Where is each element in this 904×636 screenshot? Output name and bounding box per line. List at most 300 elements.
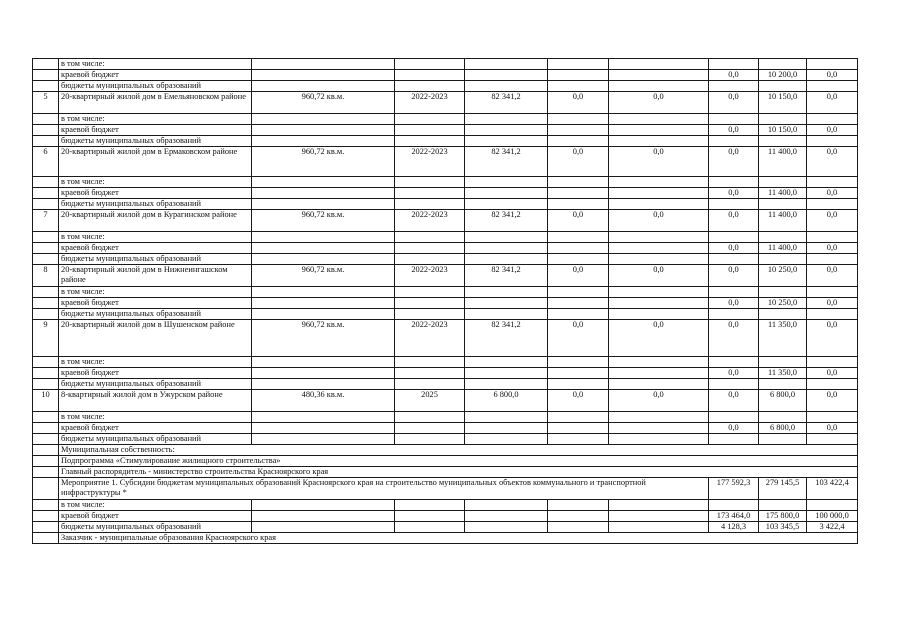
row-number — [33, 287, 59, 298]
value-cell: 0,0 — [548, 147, 609, 177]
year3-value — [807, 287, 858, 298]
value-cell: 0,0 — [548, 92, 609, 114]
object-capacity: 480,36 кв.м. — [252, 390, 395, 412]
value-cell: 0,0 — [609, 147, 709, 177]
value-cell: 0,0 — [609, 265, 709, 287]
estimated-cost: 82 341,2 — [465, 147, 548, 177]
empty-cell — [548, 81, 609, 92]
including-label: в том числе: — [59, 177, 252, 188]
year2-value — [759, 434, 807, 445]
empty-cell — [465, 188, 548, 199]
year2-value: 11 400,0 — [759, 210, 807, 232]
construction-period: 2022-2023 — [395, 147, 465, 177]
subtotal-label-row — [33, 500, 858, 511]
object-capacity: 960,72 кв.м. — [252, 320, 395, 357]
empty-cell — [252, 511, 395, 522]
section-row — [33, 533, 858, 544]
year2-value — [759, 232, 807, 243]
empty-cell — [395, 188, 465, 199]
empty-cell — [395, 125, 465, 136]
empty-cell — [252, 232, 395, 243]
empty-cell — [252, 434, 395, 445]
empty-cell — [465, 379, 548, 390]
empty-cell — [395, 114, 465, 125]
value-cell: 0,0 — [609, 92, 709, 114]
empty-cell — [548, 287, 609, 298]
object-row — [33, 210, 858, 232]
year1-value — [709, 500, 759, 511]
row-number — [33, 125, 59, 136]
object-row — [33, 147, 858, 177]
row-number: 5 — [33, 92, 59, 114]
empty-cell — [465, 114, 548, 125]
year3-value: 0,0 — [807, 320, 858, 357]
including-label: в том числе: — [59, 114, 252, 125]
year2-value: 6 800,0 — [759, 423, 807, 434]
empty-cell — [395, 177, 465, 188]
empty-cell — [252, 177, 395, 188]
subtotal-label-row — [33, 114, 858, 125]
funding-source-name: краевой бюджет — [59, 368, 252, 379]
year3-value — [807, 412, 858, 423]
empty-cell — [395, 243, 465, 254]
year3-value: 3 422,4 — [807, 522, 858, 533]
row-number — [33, 478, 59, 500]
empty-cell — [548, 254, 609, 265]
empty-cell — [609, 423, 709, 434]
year2-value: 10 250,0 — [759, 298, 807, 309]
section-row — [33, 445, 858, 456]
year2-value: 11 350,0 — [759, 368, 807, 379]
year1-value: 0,0 — [709, 188, 759, 199]
year3-value — [807, 379, 858, 390]
including-label: в том числе: — [59, 232, 252, 243]
funding-source-row — [33, 70, 858, 81]
budget-table — [32, 58, 858, 544]
empty-cell — [252, 243, 395, 254]
year3-value — [807, 199, 858, 210]
year3-value: 0,0 — [807, 368, 858, 379]
empty-cell — [465, 522, 548, 533]
year1-value: 0,0 — [709, 92, 759, 114]
empty-cell — [465, 81, 548, 92]
funding-source-row — [33, 368, 858, 379]
empty-cell — [548, 298, 609, 309]
subtotal-label-row — [33, 59, 858, 70]
year2-value: 11 400,0 — [759, 188, 807, 199]
year1-value — [709, 357, 759, 368]
estimated-cost: 82 341,2 — [465, 210, 548, 232]
subtotal-label-row — [33, 232, 858, 243]
empty-cell — [609, 287, 709, 298]
empty-cell — [548, 412, 609, 423]
row-number — [33, 232, 59, 243]
empty-cell — [609, 309, 709, 320]
empty-cell — [252, 287, 395, 298]
funding-source-row — [33, 188, 858, 199]
section-row — [33, 467, 858, 478]
empty-cell — [252, 412, 395, 423]
empty-cell — [548, 522, 609, 533]
funding-source-row — [33, 522, 858, 533]
empty-cell — [465, 254, 548, 265]
empty-cell — [548, 309, 609, 320]
object-name: 20-квартирный жилой дом в Емельяновском районе — [59, 92, 252, 114]
row-number: 7 — [33, 210, 59, 232]
year3-value: 0,0 — [807, 298, 858, 309]
empty-cell — [395, 136, 465, 147]
empty-cell — [252, 81, 395, 92]
empty-cell — [395, 298, 465, 309]
row-number — [33, 81, 59, 92]
construction-period: 2022-2023 — [395, 320, 465, 357]
empty-cell — [609, 243, 709, 254]
row-number — [33, 298, 59, 309]
empty-cell — [609, 232, 709, 243]
empty-cell — [609, 177, 709, 188]
year3-value — [807, 309, 858, 320]
year1-value — [709, 254, 759, 265]
empty-cell — [609, 114, 709, 125]
funding-source-name: краевой бюджет — [59, 298, 252, 309]
year3-value: 0,0 — [807, 188, 858, 199]
empty-cell — [252, 254, 395, 265]
funding-source-name: бюджеты муниципальных образований — [59, 309, 252, 320]
row-number — [33, 114, 59, 125]
year3-value — [807, 177, 858, 188]
funding-source-name: краевой бюджет — [59, 423, 252, 434]
empty-cell — [609, 522, 709, 533]
measure-title: Мероприятие 1. Субсидии бюджетам муниципальных образований Красноярского края на строительство муниципальных объектов коммунального и транспортной инфраструктуры * — [59, 478, 709, 500]
year1-value: 173 464,0 — [709, 511, 759, 522]
row-number — [33, 357, 59, 368]
row-number — [33, 177, 59, 188]
year1-value — [709, 379, 759, 390]
year2-value: 175 800,0 — [759, 511, 807, 522]
year3-value: 0,0 — [807, 70, 858, 81]
empty-cell — [609, 199, 709, 210]
empty-cell — [548, 199, 609, 210]
empty-cell — [252, 309, 395, 320]
including-label: в том числе: — [59, 357, 252, 368]
row-number — [33, 456, 59, 467]
year1-value — [709, 59, 759, 70]
row-number — [33, 243, 59, 254]
year3-value: 0,0 — [807, 423, 858, 434]
empty-cell — [252, 522, 395, 533]
funding-source-row — [33, 136, 858, 147]
empty-cell — [252, 199, 395, 210]
year1-value — [709, 287, 759, 298]
year1-value: 0,0 — [709, 390, 759, 412]
empty-cell — [395, 254, 465, 265]
empty-cell — [548, 136, 609, 147]
funding-source-name: бюджеты муниципальных образований — [59, 254, 252, 265]
empty-cell — [465, 412, 548, 423]
subtotal-label-row — [33, 177, 858, 188]
empty-cell — [465, 136, 548, 147]
funding-source-name: бюджеты муниципальных образований — [59, 379, 252, 390]
year2-value: 279 145,5 — [759, 478, 807, 500]
year3-value: 100 000,0 — [807, 511, 858, 522]
year1-value: 0,0 — [709, 423, 759, 434]
empty-cell — [252, 114, 395, 125]
empty-cell — [465, 357, 548, 368]
empty-cell — [548, 368, 609, 379]
section-row — [33, 456, 858, 467]
empty-cell — [609, 434, 709, 445]
year1-value: 0,0 — [709, 265, 759, 287]
empty-cell — [395, 379, 465, 390]
row-number — [33, 434, 59, 445]
funding-source-row — [33, 125, 858, 136]
row-number — [33, 533, 59, 544]
year2-value — [759, 287, 807, 298]
year2-value — [759, 357, 807, 368]
year1-value — [709, 136, 759, 147]
empty-cell — [252, 379, 395, 390]
including-label: в том числе: — [59, 59, 252, 70]
section-title: Подпрограмма «Стимулирование жилищного строительства» — [59, 456, 858, 467]
funding-source-row — [33, 309, 858, 320]
funding-source-name: бюджеты муниципальных образований — [59, 136, 252, 147]
value-cell: 0,0 — [548, 320, 609, 357]
empty-cell — [465, 511, 548, 522]
year1-value: 0,0 — [709, 210, 759, 232]
subtotal-label-row — [33, 287, 858, 298]
year2-value — [759, 177, 807, 188]
empty-cell — [465, 243, 548, 254]
row-number — [33, 188, 59, 199]
empty-cell — [395, 368, 465, 379]
row-number — [33, 500, 59, 511]
row-number — [33, 412, 59, 423]
empty-cell — [548, 357, 609, 368]
empty-cell — [465, 298, 548, 309]
row-number — [33, 423, 59, 434]
empty-cell — [609, 357, 709, 368]
row-number: 6 — [33, 147, 59, 177]
funding-source-name: бюджеты муниципальных образований — [59, 522, 252, 533]
funding-source-row — [33, 511, 858, 522]
empty-cell — [548, 125, 609, 136]
year2-value — [759, 136, 807, 147]
estimated-cost: 6 800,0 — [465, 390, 548, 412]
year2-value — [759, 254, 807, 265]
funding-source-name: бюджеты муниципальных образований — [59, 434, 252, 445]
year2-value — [759, 309, 807, 320]
funding-source-row — [33, 379, 858, 390]
object-name: 8-квартирный жилой дом в Ужурском районе — [59, 390, 252, 412]
empty-cell — [548, 114, 609, 125]
year1-value: 0,0 — [709, 320, 759, 357]
year1-value — [709, 177, 759, 188]
row-number — [33, 522, 59, 533]
row-number — [33, 379, 59, 390]
year3-value: 103 422,4 — [807, 478, 858, 500]
row-number — [33, 136, 59, 147]
object-capacity: 960,72 кв.м. — [252, 265, 395, 287]
empty-cell — [609, 298, 709, 309]
funding-source-name: краевой бюджет — [59, 125, 252, 136]
empty-cell — [395, 412, 465, 423]
empty-cell — [548, 70, 609, 81]
empty-cell — [609, 412, 709, 423]
empty-cell — [465, 177, 548, 188]
empty-cell — [252, 125, 395, 136]
funding-source-name: краевой бюджет — [59, 511, 252, 522]
empty-cell — [609, 254, 709, 265]
row-number — [33, 199, 59, 210]
row-number: 9 — [33, 320, 59, 357]
year2-value: 11 350,0 — [759, 320, 807, 357]
year2-value — [759, 379, 807, 390]
funding-source-row — [33, 423, 858, 434]
year3-value — [807, 357, 858, 368]
funding-source-row — [33, 243, 858, 254]
empty-cell — [252, 357, 395, 368]
year1-value — [709, 114, 759, 125]
year2-value: 10 150,0 — [759, 92, 807, 114]
empty-cell — [395, 70, 465, 81]
row-number — [33, 309, 59, 320]
row-number: 10 — [33, 390, 59, 412]
row-number — [33, 467, 59, 478]
empty-cell — [252, 500, 395, 511]
empty-cell — [252, 423, 395, 434]
value-cell: 0,0 — [609, 390, 709, 412]
construction-period: 2022-2023 — [395, 265, 465, 287]
object-name: 20-квартирный жилой дом в Курагинском районе — [59, 210, 252, 232]
year3-value — [807, 500, 858, 511]
year3-value — [807, 114, 858, 125]
year3-value — [807, 434, 858, 445]
funding-source-row — [33, 81, 858, 92]
year3-value: 0,0 — [807, 92, 858, 114]
empty-cell — [465, 287, 548, 298]
funding-source-name: бюджеты муниципальных образований — [59, 199, 252, 210]
row-number — [33, 368, 59, 379]
year2-value: 11 400,0 — [759, 147, 807, 177]
year3-value: 0,0 — [807, 125, 858, 136]
including-label: в том числе: — [59, 500, 252, 511]
empty-cell — [252, 368, 395, 379]
object-name: 20-квартирный жилой дом в Нижнеингашском районе — [59, 265, 252, 287]
empty-cell — [548, 434, 609, 445]
year3-value — [807, 232, 858, 243]
funding-source-row — [33, 298, 858, 309]
empty-cell — [609, 81, 709, 92]
empty-cell — [465, 368, 548, 379]
year2-value — [759, 199, 807, 210]
year1-value: 177 592,3 — [709, 478, 759, 500]
empty-cell — [395, 232, 465, 243]
empty-cell — [465, 232, 548, 243]
year1-value — [709, 412, 759, 423]
value-cell: 0,0 — [548, 390, 609, 412]
year2-value — [759, 412, 807, 423]
empty-cell — [609, 136, 709, 147]
row-number — [33, 59, 59, 70]
year2-value: 10 150,0 — [759, 125, 807, 136]
object-row — [33, 92, 858, 114]
empty-cell — [395, 434, 465, 445]
empty-cell — [609, 379, 709, 390]
year3-value: 0,0 — [807, 265, 858, 287]
year1-value: 0,0 — [709, 368, 759, 379]
funding-source-row — [33, 254, 858, 265]
year2-value: 6 800,0 — [759, 390, 807, 412]
empty-cell — [395, 423, 465, 434]
section-title: Муниципальная собственность: — [59, 445, 858, 456]
value-cell: 0,0 — [548, 210, 609, 232]
year3-value: 0,0 — [807, 210, 858, 232]
empty-cell — [252, 59, 395, 70]
empty-cell — [548, 188, 609, 199]
empty-cell — [395, 500, 465, 511]
budget-table-page — [32, 58, 857, 544]
empty-cell — [465, 125, 548, 136]
empty-cell — [465, 434, 548, 445]
construction-period: 2022-2023 — [395, 210, 465, 232]
empty-cell — [252, 70, 395, 81]
construction-period: 2022-2023 — [395, 92, 465, 114]
empty-cell — [395, 81, 465, 92]
year3-value — [807, 254, 858, 265]
estimated-cost: 82 341,2 — [465, 265, 548, 287]
value-cell: 0,0 — [609, 320, 709, 357]
year3-value: 0,0 — [807, 243, 858, 254]
empty-cell — [548, 59, 609, 70]
subtotal-label-row — [33, 412, 858, 423]
object-row — [33, 320, 858, 357]
including-label: в том числе: — [59, 287, 252, 298]
year3-value — [807, 81, 858, 92]
empty-cell — [548, 243, 609, 254]
year2-value: 11 400,0 — [759, 243, 807, 254]
row-number — [33, 254, 59, 265]
object-capacity: 960,72 кв.м. — [252, 92, 395, 114]
construction-period: 2025 — [395, 390, 465, 412]
empty-cell — [252, 188, 395, 199]
empty-cell — [465, 500, 548, 511]
funding-source-name: краевой бюджет — [59, 243, 252, 254]
empty-cell — [465, 309, 548, 320]
year3-value — [807, 59, 858, 70]
empty-cell — [465, 70, 548, 81]
year2-value — [759, 59, 807, 70]
object-capacity: 960,72 кв.м. — [252, 210, 395, 232]
empty-cell — [395, 199, 465, 210]
subtotal-label-row — [33, 357, 858, 368]
year2-value: 103 345,5 — [759, 522, 807, 533]
year1-value: 0,0 — [709, 147, 759, 177]
year1-value — [709, 309, 759, 320]
section-title: Заказчик - муниципальные образования Красноярского края — [59, 533, 858, 544]
row-number — [33, 445, 59, 456]
year1-value: 0,0 — [709, 125, 759, 136]
empty-cell — [548, 423, 609, 434]
empty-cell — [609, 511, 709, 522]
measure-row — [33, 478, 858, 500]
funding-source-row — [33, 199, 858, 210]
object-name: 20-квартирный жилой дом в Ермаковском районе — [59, 147, 252, 177]
year1-value — [709, 81, 759, 92]
year1-value — [709, 434, 759, 445]
empty-cell — [395, 59, 465, 70]
empty-cell — [465, 199, 548, 210]
including-label: в том числе: — [59, 412, 252, 423]
